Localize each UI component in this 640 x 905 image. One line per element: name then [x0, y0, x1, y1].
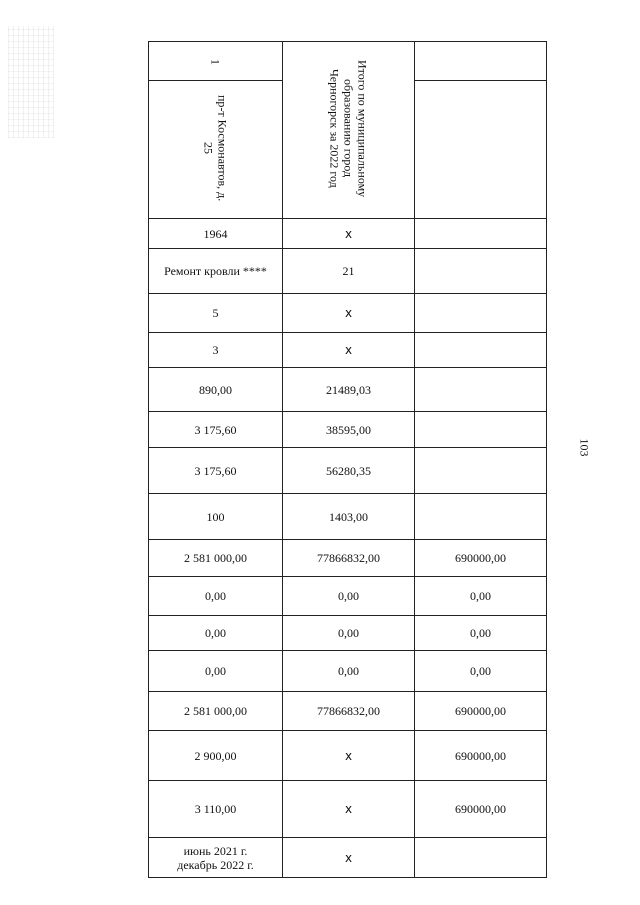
header-col3-blank — [415, 81, 547, 219]
cell: 690000,00 — [415, 540, 547, 577]
period-end: декабрь 2022 г. — [177, 857, 254, 872]
cell: 3 175,60 — [149, 412, 283, 448]
cell: x — [283, 781, 415, 838]
cell: x — [283, 731, 415, 781]
cell — [415, 448, 547, 494]
cell: 0,00 — [149, 577, 283, 616]
cell — [415, 368, 547, 412]
cell: 3 175,60 — [149, 448, 283, 494]
cell: 890,00 — [149, 368, 283, 412]
cell: 0,00 — [283, 616, 415, 651]
table-row — [149, 368, 547, 412]
cell — [415, 494, 547, 540]
cell: x — [283, 333, 415, 368]
table-row — [149, 731, 547, 781]
cell: x — [283, 838, 415, 878]
cell-period — [149, 838, 283, 878]
cell: 77866832,00 — [283, 692, 415, 731]
cell: 3 — [149, 333, 283, 368]
table-row — [149, 249, 547, 294]
cell: 690000,00 — [415, 731, 547, 781]
cell: 1964 — [149, 219, 283, 249]
cell: 2 900,00 — [149, 731, 283, 781]
table-row — [149, 540, 547, 577]
table-row — [149, 577, 547, 616]
cell: Ремонт кровли **** — [149, 249, 283, 294]
cell: 5 — [149, 294, 283, 333]
cell: 0,00 — [149, 616, 283, 651]
header-row-number — [149, 42, 547, 81]
header-col1-number: 1 — [149, 42, 283, 81]
cell — [415, 294, 547, 333]
cell: 38595,00 — [283, 412, 415, 448]
cell — [415, 219, 547, 249]
table-row — [149, 781, 547, 838]
cell — [415, 249, 547, 294]
header-col3-empty — [415, 42, 547, 81]
cell: 1403,00 — [283, 494, 415, 540]
table-row — [149, 412, 547, 448]
table-row — [149, 333, 547, 368]
cell: 77866832,00 — [283, 540, 415, 577]
page-number: 103 — [577, 438, 592, 457]
cell: 0,00 — [415, 616, 547, 651]
cell: 21489,03 — [283, 368, 415, 412]
cell — [415, 412, 547, 448]
cell: 56280,35 — [283, 448, 415, 494]
table-row — [149, 494, 547, 540]
table-row — [149, 448, 547, 494]
data-table — [148, 41, 547, 878]
period-start: июнь 2021 г. — [183, 843, 248, 858]
cell: x — [283, 219, 415, 249]
cell — [415, 333, 547, 368]
table-row — [149, 616, 547, 651]
table-row — [149, 294, 547, 333]
cell: 0,00 — [415, 651, 547, 692]
scan-artifact — [8, 26, 54, 138]
cell: 3 110,00 — [149, 781, 283, 838]
table-row — [149, 651, 547, 692]
header-col1-address: пр-т Космонавтов, д. 25 — [149, 81, 283, 219]
cell: 0,00 — [283, 577, 415, 616]
cell: 690000,00 — [415, 692, 547, 731]
cell: 21 — [283, 249, 415, 294]
header-col2-title: Итого по муниципальному образованию город Черногорск за 2022 год — [283, 42, 415, 219]
table-row — [149, 692, 547, 731]
cell: 0,00 — [283, 651, 415, 692]
cell: 690000,00 — [415, 781, 547, 838]
cell: 2 581 000,00 — [149, 540, 283, 577]
cell: 0,00 — [149, 651, 283, 692]
cell: 2 581 000,00 — [149, 692, 283, 731]
cell: 100 — [149, 494, 283, 540]
cell — [415, 838, 547, 878]
cell: 0,00 — [415, 577, 547, 616]
table-row — [149, 838, 547, 878]
cell: x — [283, 294, 415, 333]
table-row — [149, 219, 547, 249]
